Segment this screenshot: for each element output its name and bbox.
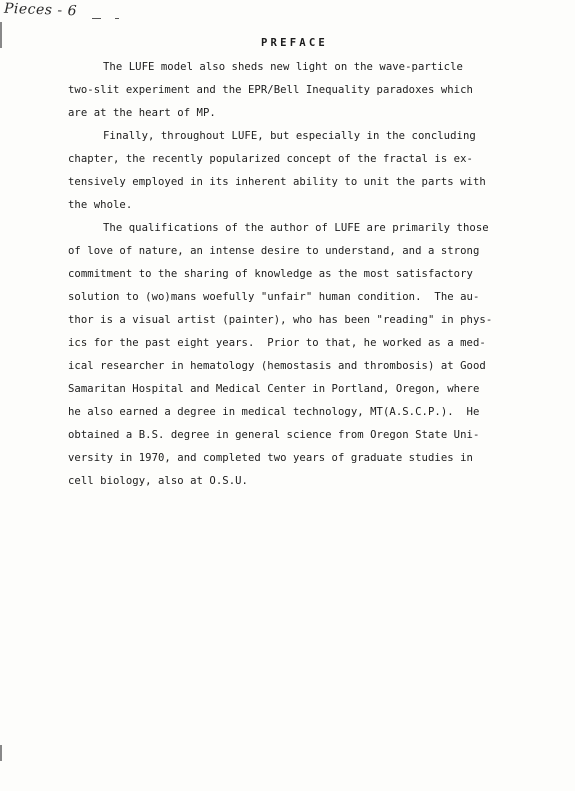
text-line: chapter, the recently popularized concept of the fractal is ex- [68,153,473,165]
text-line: ical researcher in hematology (hemostasis and thrombosis) at Good [68,360,486,372]
text-line: of love of nature, an intense desire to understand, and a strong [68,245,480,257]
text-line: The qualifications of the author of LUFE are primarily those [103,222,489,234]
page-title: PREFACE [260,37,329,49]
text-line: two-slit experiment and the EPR/Bell Inequality paradoxes which [68,84,473,96]
text-line: thor is a visual artist (painter), who has been "reading" in phys- [68,314,493,326]
text-line: Finally, throughout LUFE, but especially in the concluding [103,130,476,142]
text-line: ics for the past eight years. Prior to that, he worked as a med- [68,337,486,349]
handwritten-annotation: Pieces - 6 [3,0,78,20]
text-line: versity in 1970, and completed two years of graduate studies in [68,452,473,464]
text-line: the whole. [68,199,133,211]
scan-edge-mark [0,745,2,761]
text-line: Samaritan Hospital and Medical Center in Portland, Oregon, where [68,383,480,395]
scan-mark [115,18,119,19]
text-line: The LUFE model also sheds new light on the wave-particle [103,61,463,73]
scan-mark [92,18,101,19]
text-line: commitment to the sharing of knowledge as the most satisfactory [68,268,473,280]
text-line: are at the heart of MP. [68,107,216,119]
text-line: he also earned a degree in medical technology, MT(A.S.C.P.). He [68,406,480,418]
text-line: cell biology, also at O.S.U. [68,475,248,487]
text-line: obtained a B.S. degree in general science from Oregon State Uni- [68,429,480,441]
text-line: tensively employed in its inherent ability to unit the parts with [68,176,486,188]
text-line: solution to (wo)mans woefully "unfair" human condition. The au- [68,291,480,303]
